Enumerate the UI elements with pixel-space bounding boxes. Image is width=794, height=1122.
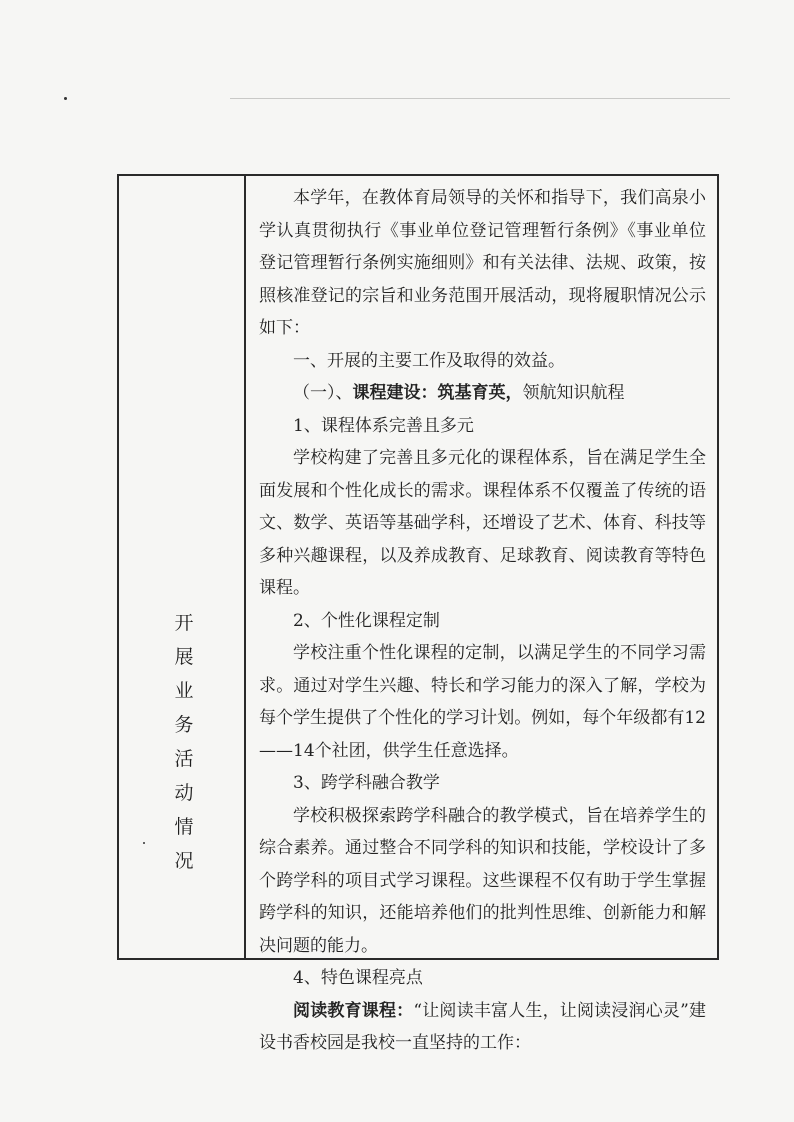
- item-paragraph: 学校构建了完善且多元化的课程体系，旨在满足学生全面发展和个性化成长的需求。课程体系不仅覆盖了传统的语文、数学、英语等基础学科，还增设了艺术、体育、科技等多种兴趣课程，以及养成教育、足球教育、阅读教育等特色课程。: [259, 448, 706, 598]
- label-char: 业: [174, 680, 194, 702]
- content-cell: [259, 182, 706, 1060]
- subsection-rest: 领航知识航程: [522, 383, 625, 403]
- reading-course-text: “让阅读丰富人生，让阅读浸润心灵”建设书香校园是我校一直坚持的工作：: [259, 1000, 707, 1053]
- label-char: 况: [174, 850, 194, 872]
- label-char: 活: [174, 748, 194, 770]
- reading-course-label: 阅读教育课程：: [293, 1000, 414, 1021]
- section-heading: 一、开展的主要工作及取得的效益。: [293, 350, 565, 371]
- label-char: 动: [174, 782, 194, 804]
- subsection-heading: [259, 377, 706, 410]
- label-char: 开: [174, 612, 194, 634]
- item-heading: 3、跨学科融合教学: [293, 773, 440, 793]
- item-heading: 4、特色课程亮点: [293, 968, 423, 988]
- label-char: 情: [174, 816, 194, 838]
- item-heading: 2、个性化课程定制: [293, 610, 440, 631]
- intro-paragraph: 本学年，在教体育局领导的关怀和指导下，我们高泉小学认真贯彻执行《事业单位登记管理暂行条例》《事业单位登记管理暂行条例实施细则》和有关法律、法规、政策，按照核准登记的宗旨和业务范围开展活动，现将履职情况公示如下：: [259, 188, 706, 338]
- item-paragraph: 学校积极探索跨学科融合的教学模式，旨在培养学生的综合素养。通过整合不同学科的知识和技能，学校设计了多个跨学科的项目式学习课程。这些课程不仅有助于学生掌握跨学科的知识，还能培养他们的批判性思维、创新能力和解决问题的能力。: [259, 805, 706, 956]
- label-char: 展: [174, 646, 194, 668]
- subsection-title: 课程建设：筑基育英，: [352, 383, 523, 403]
- item-heading: 1、课程体系完善且多元: [293, 415, 474, 436]
- header-rule: [230, 98, 730, 99]
- item-paragraph: 学校注重个性化课程的定制，以满足学生的不同学习需求。通过对学生兴趣、特长和学习能力的深入了解，学校为每个学生提供了个性化的学习计划。例如，每个年级都有12——14个社团，供学生任意选择。: [259, 643, 706, 761]
- section-label: [169, 606, 199, 878]
- scan-speck: [64, 97, 67, 100]
- subsection-prefix: （一）、: [293, 383, 353, 403]
- item-paragraph: [259, 995, 706, 1060]
- activity-record-table: [117, 174, 719, 1053]
- label-cell: [119, 176, 246, 958]
- label-char: 务: [174, 714, 194, 736]
